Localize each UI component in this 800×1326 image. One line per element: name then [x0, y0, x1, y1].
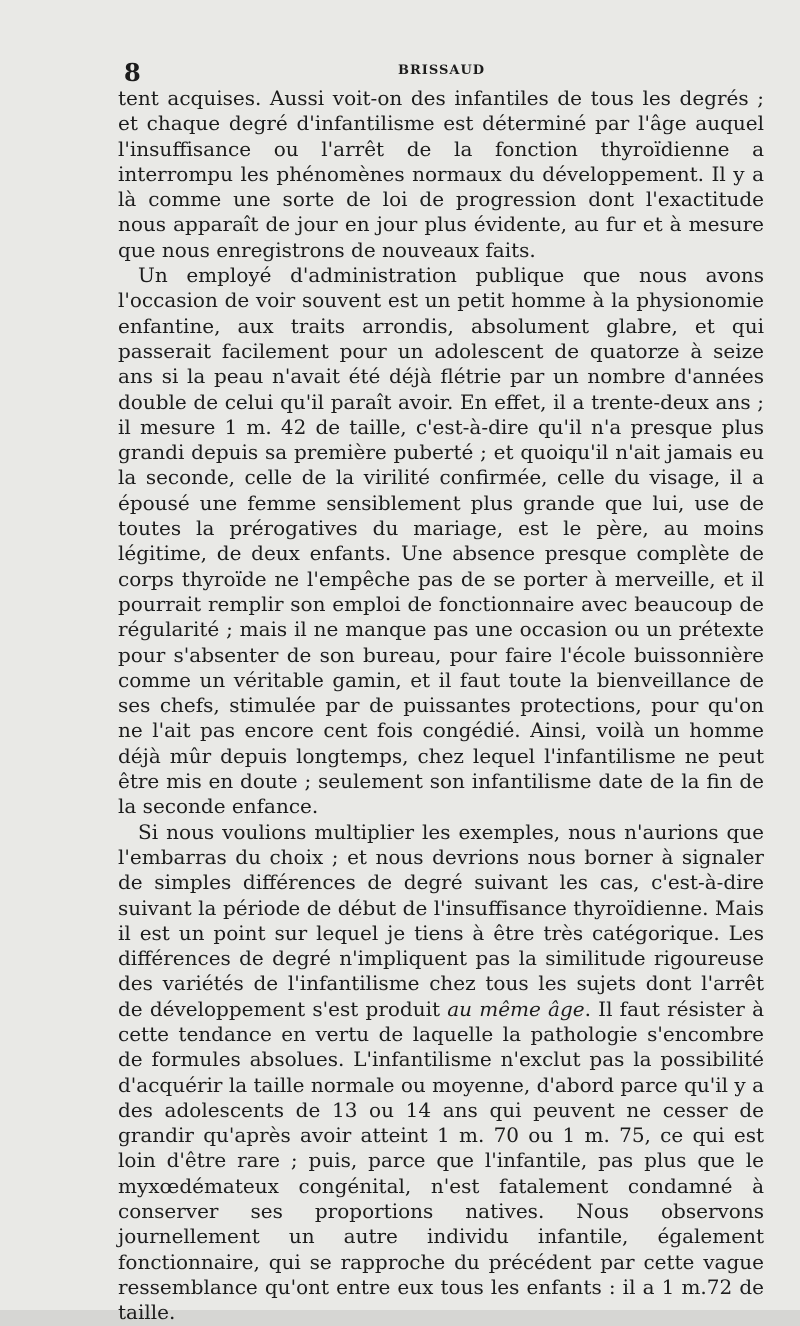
page-number: 8: [124, 58, 141, 87]
page-body: [118, 86, 764, 1326]
paragraph-3-emphasis: au même âge: [447, 996, 585, 1021]
running-head: BRISSAUD: [398, 63, 486, 78]
paragraph-1: tent acquises. Aussi voit-on des infantiles de tous les degrés ; et chaque degré d'infantilisme est déterminé par l'âge auquel l'insuffisance ou l'arrêt de la fonction thyroïdienne a interrompu les phénomènes normaux du développement. Il y a là comme une sorte de loi de progression dont l'exactitude nous apparaît de jour en jour plus évidente, au fur et à mesure que nous enregistrons de nouveaux faits.: [118, 86, 764, 262]
paragraph-3-text-before: Si nous voulions multiplier les exemples, nous n'aurions que l'embarras du choix ; et nous devrions nous borner à signaler de simples différences de degré suivant les cas, c'est-à-dire suivant la période de début de l'insuffisance thyroïdienne. Mais il est un point sur lequel je tiens à être très catégorique. Les différences de degré n'impliquent pas la similitude rigoureuse des variétés de l'infantilisme chez tous les sujets dont l'arrêt de développement s'est produit: [118, 819, 764, 1021]
page-header: [118, 54, 758, 86]
paragraph-2: Un employé d'administration publique que nous avons l'occasion de voir souvent est un petit homme à la physionomie enfantine, aux traits arrondis, absolument glabre, et qui passerait facilement pour un adolescent de quatorze à seize ans si la peau n'avait été déjà flétrie par un nombre d'années double de celui qu'il paraît avoir. En effet, il a trente-deux ans ; il mesure 1 m. 42 de taille, c'est-à-dire qu'il n'a presque plus grandi depuis sa première puberté ; et quoiqu'il n'ait jamais eu la seconde, celle de la virilité confirmée, celle du visage, il a épousé une femme sensiblement plus grande que lui, use de toutes la prérogatives du mariage, est le père, au moins légitime, de deux enfants. Une absence presque complète de corps thyroïde ne l'empêche pas de se porter à merveille, et il pourrait remplir son emploi de fonctionnaire avec beaucoup de régularité ; mais il ne manque pas une occasion ou un prétexte pour s'absenter de son bureau, pour faire l'école buissonnière comme un véritable gamin, et il faut toute la bienveillance de ses chefs, stimulée par de puissantes protections, pour qu'on ne l'ait pas encore cent fois congédié. Ainsi, voilà un homme déjà mûr depuis longtemps, chez lequel l'infantilisme ne peut être mis en doute ; seulement son infantilisme date de la fin de la seconde enfance.: [118, 263, 764, 819]
paragraph-3-text-after: . Il faut résister à cette tendance en vertu de laquelle la pathologie s'encombre de formules absolues. L'infantilisme n'exclut pas la possibilité d'acquérir la taille normale ou moyenne, d'abord parce qu'il y a des adolescents de 13 ou 14 ans qui peuvent ne cesser de grandir qu'après avoir atteint 1 m. 70 ou 1 m. 75, ce qui est loin d'être rare ; puis, parce que l'infantile, pas plus que le myxœdémateux congénital, n'est fatalement condamné à conserver ses proportions natives. Nous observons journellement un autre individu infantile, également fonctionnaire, qui se rapproche du précédent par cette vague ressemblance qu'ont entre eux tous les enfants : il a 1 m.72 de taille.: [118, 996, 764, 1325]
paragraph-3: [118, 820, 764, 1326]
